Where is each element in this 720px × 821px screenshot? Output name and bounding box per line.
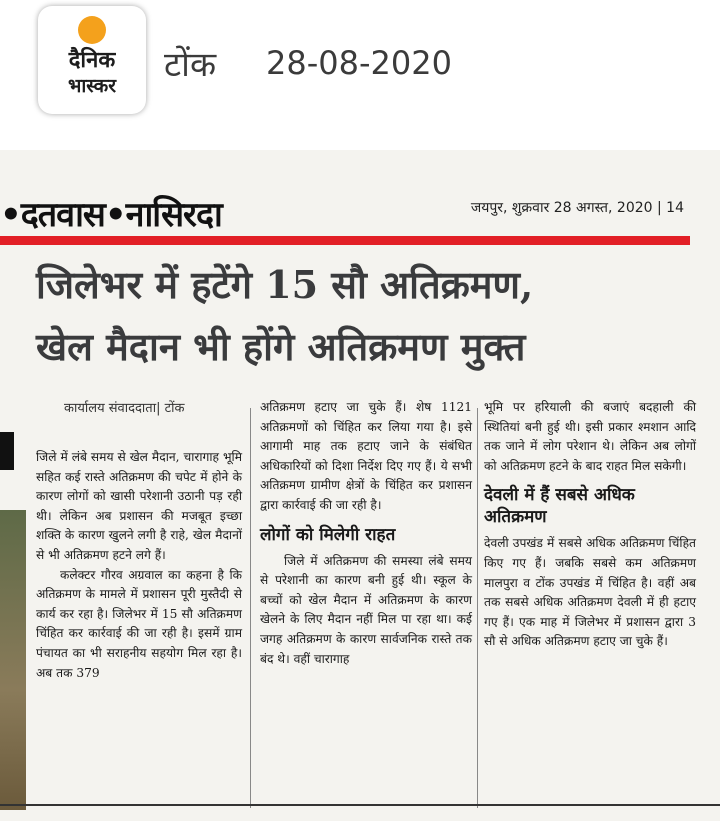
logo-text-line1: दैनिक <box>68 48 116 73</box>
paragraph: जिले में लंबे समय से खेल मैदान, चारागाह भूमि सहित कई रास्ते अतिक्रमण की चपेट में होने के कारण लोगों को खासी परेशानी उठानी पड़ रही थी। लेकिन अब प्रशासन की मजबूत इच्छा शक्ति के कारण खुलने लगी है राहे, खेल मैदानों से भी अतिक्रमण हटने लगे हैं। <box>36 450 242 562</box>
paragraph: अतिक्रमण हटाए जा चुके हैं। शेष 1121 अतिक्रमणों को चिंहित कर लिया गया है। इसे आगामी माह तक हटाए जाने के संबंधित अधिकारियों को दिशा निर्देश दिए गए हैं। ये सभी अतिक्रमण ग्रामीण क्षेत्रों के चिंहित कर प्रशासन द्वारा कार्रवाई की जा रही है। <box>260 400 472 512</box>
article-column-3 <box>484 398 696 652</box>
logo-text-line2: भास्कर <box>67 75 117 97</box>
paragraph: कलेक्टर गौरव अग्रवाल का कहना है कि अतिक्रमण के मामले में प्रशासन पूरी मुस्तैदी से कार्य कर रहा है। जिलेभर में 15 सौ अतिक्रमण चिंहित कर कार्रवाई की जा रही है। इसमें ग्राम पंचायत का भी सराहनीय सहयोग मिल रहा है। अब तक 379 <box>36 567 242 680</box>
article-clipping <box>0 150 720 821</box>
edition-city: टोंक <box>164 45 217 85</box>
left-edge-block <box>0 432 14 470</box>
masthead-bar <box>0 0 720 150</box>
bottom-divider <box>0 804 720 806</box>
red-divider <box>0 236 690 245</box>
dateline: जयपुर, शुक्रवार 28 अगस्त, 2020 | 14 <box>470 200 684 216</box>
subheading-deoli: देवली में हैं सबसे अधिक अतिक्रमण <box>484 485 635 528</box>
byline-author: कार्यालय संवाददाता <box>64 401 157 416</box>
byline-place: टोंक <box>164 401 185 416</box>
dainik-bhaskar-logo <box>38 6 146 114</box>
headline-line-1: जिलेभर में हटेंगे 15 सौ अतिक्रमण, <box>36 262 534 307</box>
left-edge-photo <box>0 510 26 810</box>
article-column-1 <box>36 448 242 683</box>
paragraph: देवली उपखंड में सबसे अधिक अतिक्रमण चिंहित किए गए हैं। जबकि सबसे कम अतिक्रमण मालपुरा व टोंक उपखंड में चिंहित है। वहीं अब तक सबसे अधिक अतिक्रमण देवली में ही हटाए गए हैं। एक माह में जिलेभर में प्रशासन द्वारा 3 सौ से अधिक अतिक्रमण हटाए जा चुके हैं। <box>484 536 696 649</box>
subheading-relief: लोगों को मिलेगी राहत <box>260 524 396 545</box>
sun-icon <box>78 16 106 44</box>
article-column-2 <box>260 398 472 669</box>
section-title: •दतवास•नासिरदा <box>0 195 222 235</box>
paragraph: जिले में अतिक्रमण की समस्या लंबे समय से परेशानी का कारण बनी हुई थी। स्कूल के बच्चों को खेल मैदान में अतिक्रमण के कारण खेलने के लिए मैदान नहीं मिल पा रहा था। कई जगह अतिक्रमण के कारण सार्वजनिक रास्ते तक बंद थे। वहीं चारागाह <box>260 553 472 666</box>
byline-separator: | <box>156 401 161 416</box>
paragraph: भूमि पर हरियाली की बजाएं बदहाली की स्थितियां बनी हुई थी। इसी प्रकार श्मशान आदि तक जाने में लोग परेशान थे। लेकिन अब लोगों को अतिक्रमण हटने के बाद राहत मिल सकेगी। <box>484 400 696 473</box>
column-divider-2 <box>477 408 478 808</box>
byline <box>64 398 185 416</box>
headline-line-2: खेल मैदान भी होंगे अतिक्रमण मुक्त <box>36 324 526 369</box>
column-divider-1 <box>250 408 251 808</box>
edition-date: 28-08-2020 <box>266 44 452 82</box>
